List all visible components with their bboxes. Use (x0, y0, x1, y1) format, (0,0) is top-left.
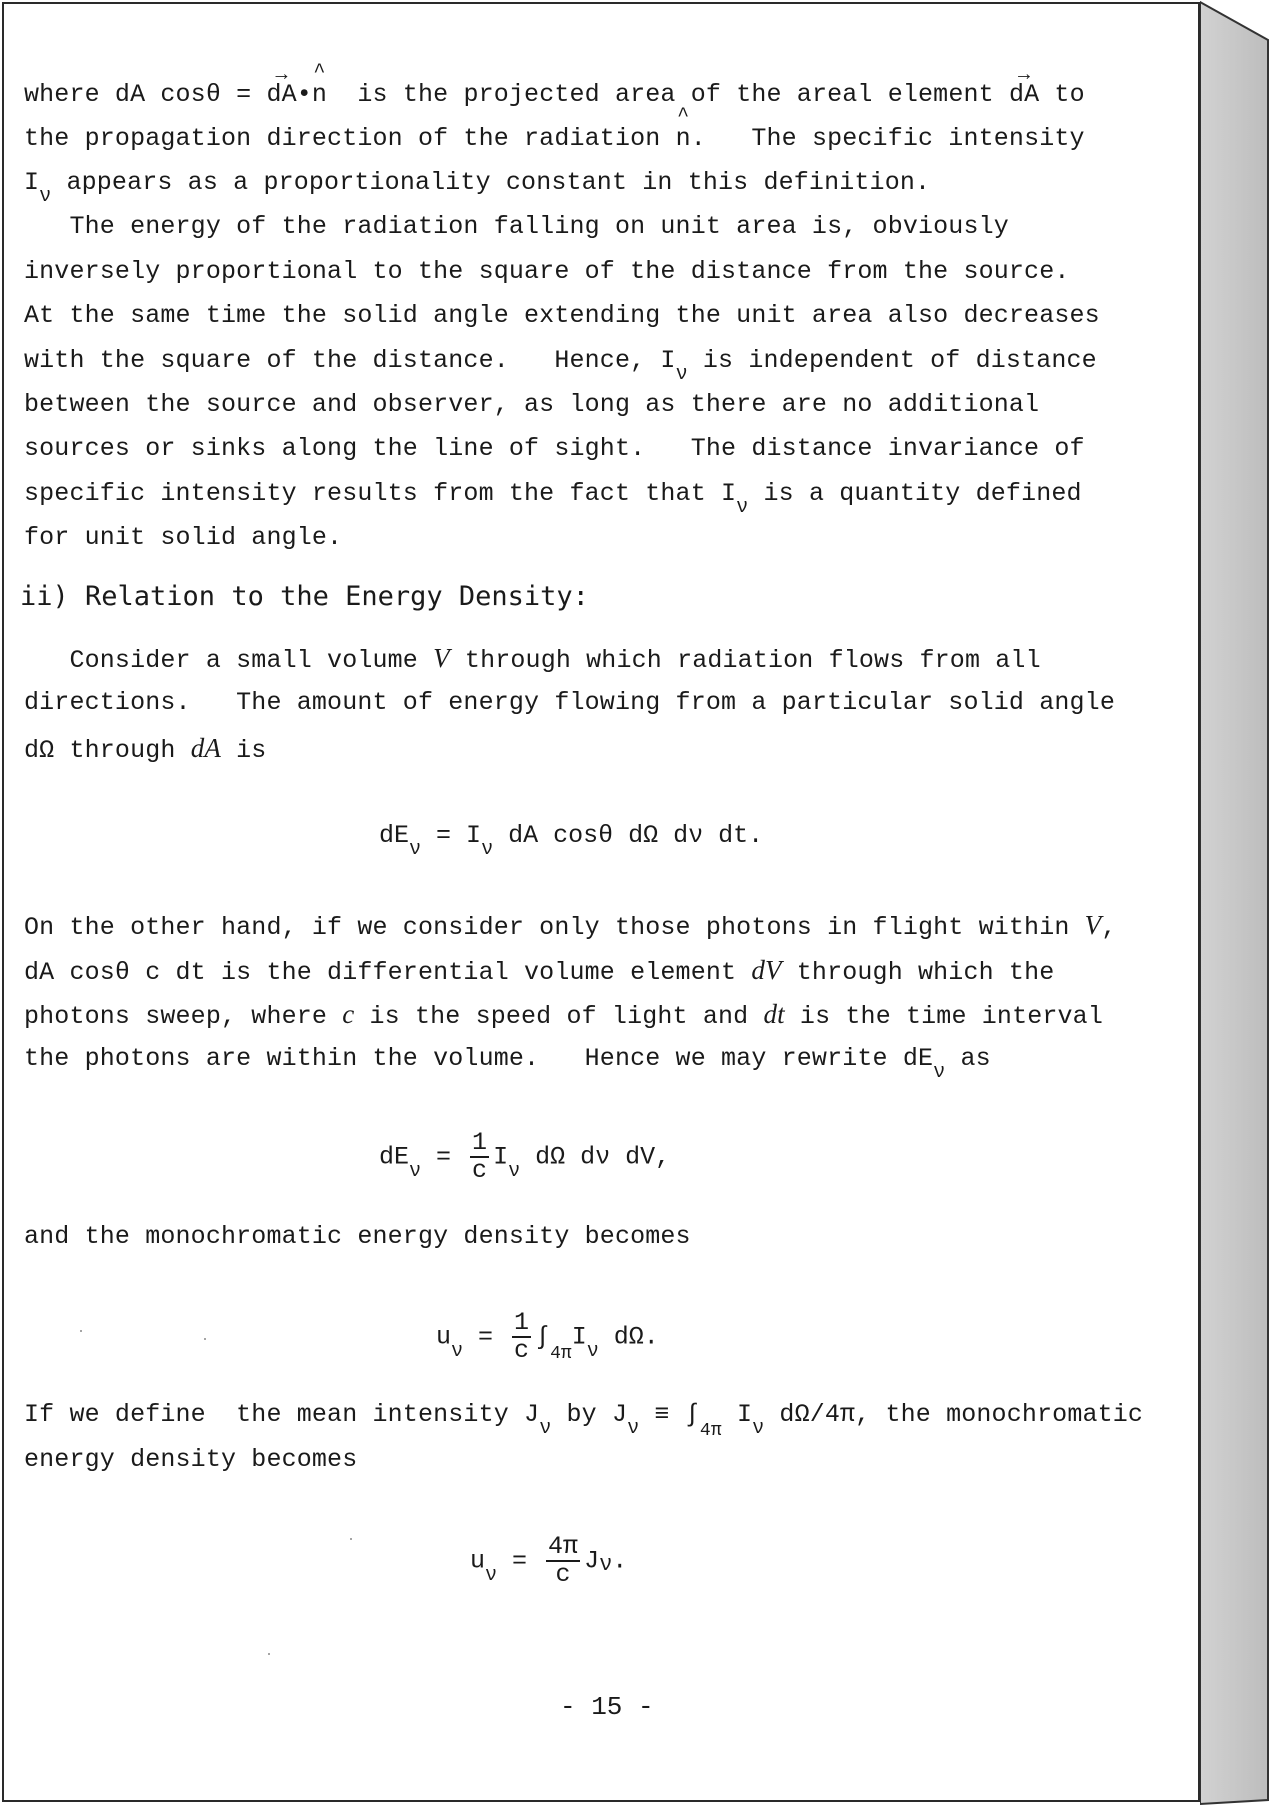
scan-speck (80, 1330, 82, 1332)
page-number: - 15 - (560, 1692, 654, 1722)
photons-line-4: the photons are within the volume. Hence we may rewrite $dE_\nu$ as (24, 1044, 991, 1084)
page-side-shadow (1200, 0, 1275, 1806)
volume-line-2: directions. The amount of energy flowing from a particular solid angle (24, 688, 1115, 717)
intro-line-1: where dA cosθ = → dA•^ n is the projected area of the areal element → dA to (24, 80, 1085, 110)
distance-line-8: for unit solid angle. (24, 523, 343, 552)
scan-speck (350, 1538, 352, 1540)
unit-vector-n: ^ n (312, 80, 327, 110)
scan-speck (268, 1653, 270, 1655)
intro-line-2: the propagation direction of the radiation ^ n. The specific intensity (24, 124, 1085, 154)
photons-line-3: photons sweep, where c is the speed of light and dt is the time interval (24, 999, 1103, 1031)
monochromatic-line: and the monochromatic energy density becomes (24, 1222, 691, 1251)
distance-line-7: specific intensity results from the fact that $I_\nu$ is a quantity defined (24, 479, 1082, 519)
volume-line-3: dΩ through dA is (24, 733, 267, 765)
fraction-4pi-over-c: $\frac{4\pi}{c}$ (548, 1532, 579, 1589)
vector-dA-2: → dA (1009, 80, 1039, 110)
section-heading: ii) Relation to the Energy Density: (20, 581, 589, 612)
equation-4: $u_\nu$ = $\frac{4\pi}{c}$ Jν. (470, 1532, 628, 1589)
scan-speck (204, 1338, 206, 1340)
volume-line-1: Consider a small volume V through which radiation flows from all (24, 643, 1041, 675)
equation-3: $u_\nu$ = $\frac{1}{c}$ $\int_{4\pi}I_\nu$ dΩ. (436, 1308, 659, 1365)
distance-line-1: The energy of the radiation falling on unit area is, obviously (24, 212, 1009, 241)
intro-line-3: $I_\nu$ appears as a proportionality constant in this definition. (24, 168, 931, 208)
photons-line-2: dA cosθ c dt is the differential volume element dV through which the (24, 955, 1055, 987)
distance-line-5: between the source and observer, as long as there are no additional (24, 390, 1040, 419)
equation-1: $dE_\nu = I_\nu$ dA cosθ dΩ dν dt. (379, 821, 764, 861)
distance-line-6: sources or sinks along the line of sight. The distance invariance of (24, 434, 1085, 463)
unit-vector-n-2: ^ n (676, 124, 691, 154)
equation-2: $dE_\nu$ = $\frac{1}{c}$ $I_\nu$ dΩ dν dV, (379, 1128, 671, 1185)
distance-line-2: inversely proportional to the square of the distance from the source. (24, 257, 1070, 286)
distance-line-4: with the square of the distance. Hence, $I_\nu$ is independent of distance (24, 346, 1097, 386)
mean-intensity-line-1: If we define the mean intensity $J_\nu$ by $J_\nu \equiv \int_{4\pi}$ $I_\nu$ dΩ/4π, the monochromatic (24, 1400, 1144, 1441)
fraction-1-over-c-2: $\frac{1}{c}$ (514, 1308, 530, 1365)
distance-line-3: At the same time the solid angle extending the unit area also decreases (24, 301, 1100, 330)
mean-intensity-line-2: energy density becomes (24, 1445, 358, 1474)
fraction-1-over-c: $\frac{1}{c}$ (472, 1128, 488, 1185)
vector-dA: → dA (266, 80, 296, 110)
photons-line-1: On the other hand, if we consider only those photons in flight within V, (24, 910, 1117, 942)
